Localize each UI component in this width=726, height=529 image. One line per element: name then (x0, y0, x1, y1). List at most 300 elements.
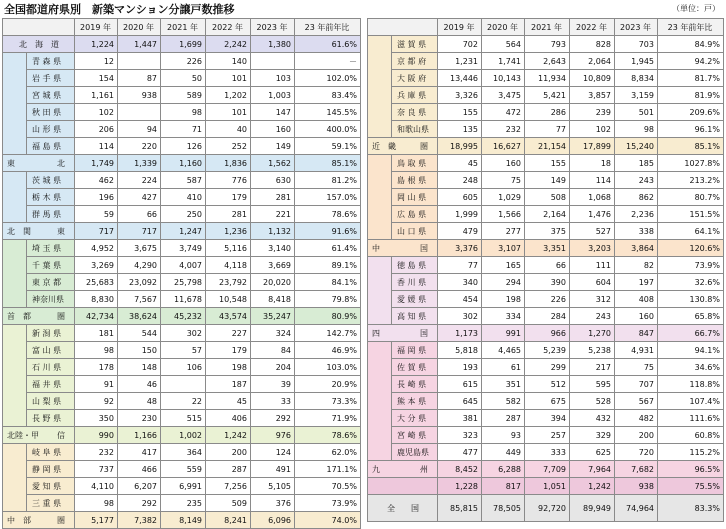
value-cell: 1,999 (438, 206, 482, 223)
value-cell: 720 (615, 444, 658, 461)
table-row (368, 342, 724, 359)
value-cell: 71 (161, 121, 206, 138)
region-total-name (3, 155, 75, 172)
value-cell: 462 (75, 172, 118, 189)
table-row (368, 206, 724, 223)
table-row (3, 70, 361, 87)
region-band (368, 155, 392, 240)
region-name-part: 北 関 (7, 226, 31, 236)
value-cell: 66.7% (658, 325, 724, 342)
prefecture-name: 秋 田 県 (27, 104, 75, 121)
value-cell: 3,140 (251, 240, 295, 257)
value-cell: 220 (118, 138, 161, 155)
value-cell: 149 (251, 138, 295, 155)
value-cell: 5,818 (438, 342, 482, 359)
value-cell: 22 (161, 393, 206, 410)
value-cell: 200 (615, 427, 658, 444)
value-cell: 1,247 (161, 223, 206, 240)
value-cell: 3,475 (482, 87, 525, 104)
subtotal-row (368, 138, 724, 155)
value-cell: 92,720 (525, 495, 570, 522)
value-cell: 147 (251, 104, 295, 121)
table-row (3, 495, 361, 512)
value-cell: 400.0% (295, 121, 361, 138)
value-cell: 2,164 (525, 206, 570, 223)
table-row (3, 206, 361, 223)
value-cell: 230 (118, 410, 161, 427)
region-name (7, 224, 71, 239)
value-cell: 302 (161, 325, 206, 342)
value-cell: 1,476 (570, 206, 615, 223)
value-cell: 292 (118, 495, 161, 512)
table-row (3, 138, 361, 155)
value-cell: 4,110 (75, 478, 118, 495)
value-cell: 11,678 (161, 291, 206, 308)
table-row (3, 342, 361, 359)
value-cell: 427 (118, 189, 161, 206)
value-cell: 2,064 (570, 53, 615, 70)
value-cell: 277 (482, 223, 525, 240)
value-cell: 281 (206, 206, 251, 223)
value-cell: 587 (161, 172, 206, 189)
value-cell: 46 (118, 376, 161, 393)
value-cell: 43,574 (206, 308, 251, 325)
value-cell: 1,945 (615, 53, 658, 70)
value-cell: 75 (482, 172, 525, 189)
value-cell: 6,207 (118, 478, 161, 495)
region-total-name (3, 36, 75, 53)
value-cell: 142.7% (295, 325, 361, 342)
prefecture-name: 福 島 県 (27, 138, 75, 155)
table-row (3, 172, 361, 189)
column-header: 23 年前年比 (295, 19, 361, 36)
value-cell: 334 (482, 308, 525, 325)
table-row (368, 291, 724, 308)
value-cell: 140 (206, 53, 251, 70)
value-cell: 604 (570, 274, 615, 291)
value-cell: 8,830 (75, 291, 118, 308)
value-cell: 239 (570, 104, 615, 121)
value-cell: 3,203 (570, 240, 615, 257)
value-cell: 39 (251, 376, 295, 393)
value-cell: － (295, 53, 361, 70)
value-cell: 243 (615, 172, 658, 189)
table-row (368, 223, 724, 240)
value-cell: 77 (438, 257, 482, 274)
value-cell: 91.6% (295, 223, 361, 240)
value-cell: 364 (161, 444, 206, 461)
prefecture-name: 埼 玉 県 (27, 240, 75, 257)
value-cell: 5,238 (570, 342, 615, 359)
value-cell: 160 (251, 121, 295, 138)
value-cell: 70.5% (295, 478, 361, 495)
value-cell: 106 (161, 359, 206, 376)
subtotal-row (3, 512, 361, 529)
prefecture-name: 福 井 県 (27, 376, 75, 393)
value-cell: 2,236 (615, 206, 658, 223)
value-cell: 559 (161, 461, 206, 478)
value-cell: 150 (118, 342, 161, 359)
table-row (3, 393, 361, 410)
value-cell: 73.9% (658, 257, 724, 274)
value-cell: 615 (438, 376, 482, 393)
region-total-name (368, 478, 438, 495)
value-cell: 1,202 (206, 87, 251, 104)
value-cell: 410 (161, 189, 206, 206)
value-cell: 703 (615, 36, 658, 53)
prefecture-name: 香 川 県 (392, 274, 438, 291)
value-cell: 102.0% (295, 70, 361, 87)
region-total-name (368, 138, 438, 155)
value-cell: 94.2% (658, 53, 724, 70)
value-cell: 98 (75, 342, 118, 359)
value-cell: 42,734 (75, 308, 118, 325)
region-name-part: 中 (372, 243, 380, 253)
subtotal-row (3, 36, 361, 53)
value-cell: 98 (615, 121, 658, 138)
value-cell: 717 (75, 223, 118, 240)
unit-label: （単位：戸） (672, 4, 720, 13)
value-cell: 224 (118, 172, 161, 189)
value-cell: 567 (615, 393, 658, 410)
value-cell: 338 (615, 223, 658, 240)
value-cell: 376 (251, 495, 295, 512)
value-cell: 226 (525, 291, 570, 308)
value-cell: 7,382 (118, 512, 161, 529)
value-cell: 96.5% (658, 461, 724, 478)
region-name: 北 海 道 (19, 39, 59, 49)
value-cell: 1,003 (251, 87, 295, 104)
region-name-part: 信 (57, 430, 65, 440)
value-cell: 64.1% (658, 223, 724, 240)
value-cell: 111.6% (658, 410, 724, 427)
prefecture-name: 滋 賀 県 (392, 36, 438, 53)
value-cell: 793 (525, 36, 570, 53)
region-name (372, 241, 434, 256)
value-cell: 294 (482, 274, 525, 291)
value-cell: 1,160 (161, 155, 206, 172)
value-cell: 1,166 (118, 427, 161, 444)
region-total-name (368, 325, 438, 342)
value-cell: 8,241 (206, 512, 251, 529)
value-cell: 7,682 (615, 461, 658, 478)
value-cell: 7,256 (206, 478, 251, 495)
value-cell: 160 (482, 155, 525, 172)
value-cell: 98 (75, 495, 118, 512)
value-cell: 21,154 (525, 138, 570, 155)
value-cell: 94 (118, 121, 161, 138)
prefecture-name: 長 崎 県 (392, 376, 438, 393)
value-cell: 5,105 (251, 478, 295, 495)
region-name-part: 国 (420, 243, 428, 253)
page-title: 全国都道府県別 新築マンション分譲戸数推移 (4, 3, 235, 16)
value-cell: 527 (570, 223, 615, 240)
region-total-name (368, 461, 438, 478)
value-cell: 1,380 (251, 36, 295, 53)
value-cell: 84 (251, 342, 295, 359)
value-cell: 111 (570, 257, 615, 274)
value-cell: 61.6% (295, 36, 361, 53)
value-cell: 20,020 (251, 274, 295, 291)
region-name (372, 139, 434, 154)
value-cell: 16,627 (482, 138, 525, 155)
value-cell: 80.9% (295, 308, 361, 325)
value-cell: 340 (438, 274, 482, 291)
column-header: 2022 年 (206, 19, 251, 36)
prefecture-name: 愛 知 県 (27, 478, 75, 495)
region-name (7, 428, 71, 443)
value-cell: 976 (251, 427, 295, 444)
prefecture-name: 岩 手 県 (27, 70, 75, 87)
region-band (368, 36, 392, 138)
value-cell: 197 (615, 274, 658, 291)
value-cell: 71.9% (295, 410, 361, 427)
subtotal-row (3, 308, 361, 325)
region-total-name (368, 495, 438, 522)
table-row (368, 393, 724, 410)
table-row (368, 104, 724, 121)
value-cell: 96.1% (658, 121, 724, 138)
right-table (367, 18, 724, 522)
column-header: 2021 年 (525, 19, 570, 36)
region-name-part: 中 部 (7, 515, 31, 525)
value-cell: 324 (251, 325, 295, 342)
table-row (3, 444, 361, 461)
prefecture-name: 和歌山県 (392, 121, 438, 138)
value-cell: 45 (206, 393, 251, 410)
value-cell: 1,242 (206, 427, 251, 444)
value-cell: 33 (251, 393, 295, 410)
value-cell: 93 (482, 427, 525, 444)
value-cell: 79.8% (295, 291, 361, 308)
value-cell: 589 (161, 87, 206, 104)
value-cell: 10,548 (206, 291, 251, 308)
prefecture-name: 京 都 府 (392, 53, 438, 70)
value-cell: 102 (75, 104, 118, 121)
value-cell: 20.9% (295, 376, 361, 393)
value-cell: 8,149 (161, 512, 206, 529)
value-cell: 6,288 (482, 461, 525, 478)
prefecture-name: 奈 良 県 (392, 104, 438, 121)
value-cell: 5,239 (525, 342, 570, 359)
value-cell: 4,007 (161, 257, 206, 274)
region-name (7, 309, 71, 324)
value-cell: 645 (438, 393, 482, 410)
value-cell: 120.6% (658, 240, 724, 257)
value-cell: 630 (251, 172, 295, 189)
region-name-part: 九 (372, 464, 380, 474)
value-cell: 1,068 (570, 189, 615, 206)
value-cell: 32.6% (658, 274, 724, 291)
value-cell: 10,143 (482, 70, 525, 87)
prefecture-name: 熊 本 県 (392, 393, 438, 410)
value-cell: 717 (118, 223, 161, 240)
table-row (3, 291, 361, 308)
value-cell: 61 (482, 359, 525, 376)
value-cell: 3,675 (118, 240, 161, 257)
value-cell: 46.9% (295, 342, 361, 359)
value-cell: 145.5% (295, 104, 361, 121)
value-cell: 250 (161, 206, 206, 223)
value-cell: 817 (482, 478, 525, 495)
value-cell: 286 (525, 104, 570, 121)
region-name (7, 156, 71, 171)
value-cell: 94.1% (658, 342, 724, 359)
column-header: 2020 年 (118, 19, 161, 36)
table-row (368, 155, 724, 172)
value-cell: 101 (206, 104, 251, 121)
value-cell: 432 (570, 410, 615, 427)
value-cell: 394 (525, 410, 570, 427)
region-band (3, 325, 27, 427)
value-cell: 938 (615, 478, 658, 495)
value-cell: 213.2% (658, 172, 724, 189)
subtotal-row (368, 495, 724, 522)
value-cell: 85,815 (438, 495, 482, 522)
value-cell: 1,242 (570, 478, 615, 495)
value-cell: 966 (525, 325, 570, 342)
value-cell: 776 (206, 172, 251, 189)
subtotal-row (3, 223, 361, 240)
table-row (3, 189, 361, 206)
value-cell: 1,231 (438, 53, 482, 70)
table-row (3, 240, 361, 257)
prefecture-name: 三 重 県 (27, 495, 75, 512)
value-cell: 78,505 (482, 495, 525, 522)
value-cell: 60.8% (658, 427, 724, 444)
region-name-part: 北陸・甲 (7, 430, 39, 440)
value-cell: 89,949 (570, 495, 615, 522)
value-cell: 101 (206, 70, 251, 87)
value-cell: 3,864 (615, 240, 658, 257)
value-cell: 3,326 (438, 87, 482, 104)
value-cell: 417 (118, 444, 161, 461)
value-cell: 66 (525, 257, 570, 274)
value-cell: 508 (525, 189, 570, 206)
value-cell: 1,236 (206, 223, 251, 240)
value-cell: 3,107 (482, 240, 525, 257)
table-row (3, 87, 361, 104)
table-row (3, 359, 361, 376)
value-cell: 381 (438, 410, 482, 427)
value-cell: 65.8% (658, 308, 724, 325)
value-cell: 862 (615, 189, 658, 206)
value-cell: 528 (570, 393, 615, 410)
value-cell: 92 (75, 393, 118, 410)
value-cell: 126 (161, 138, 206, 155)
value-cell: 3,159 (615, 87, 658, 104)
table-row (368, 444, 724, 461)
value-cell: 243 (570, 308, 615, 325)
value-cell: 1,161 (75, 87, 118, 104)
value-cell: 491 (251, 461, 295, 478)
value-cell: 302 (438, 308, 482, 325)
value-cell: 25,683 (75, 274, 118, 291)
region-name-part: 東 (7, 158, 15, 168)
prefecture-name: 茨 城 県 (27, 172, 75, 189)
value-cell: 8,418 (251, 291, 295, 308)
value-cell: 83.3% (658, 495, 724, 522)
table-row (368, 427, 724, 444)
value-cell: 206 (75, 121, 118, 138)
value-cell: 707 (615, 376, 658, 393)
value-cell: 7,709 (525, 461, 570, 478)
value-cell: 227 (206, 325, 251, 342)
value-cell: 103.0% (295, 359, 361, 376)
value-cell: 1,132 (251, 223, 295, 240)
prefecture-name: 高 知 県 (392, 308, 438, 325)
subtotal-row (3, 155, 361, 172)
column-header: 23 年前年比 (658, 19, 724, 36)
value-cell: 4,931 (615, 342, 658, 359)
value-cell: 179 (206, 342, 251, 359)
value-cell: 1,699 (161, 36, 206, 53)
value-cell: 151.5% (658, 206, 724, 223)
region-band (3, 172, 27, 223)
value-cell: 828 (570, 36, 615, 53)
table-row (368, 359, 724, 376)
region-total-name (3, 427, 75, 444)
prefecture-name: 宮 城 県 (27, 87, 75, 104)
value-cell: 23,092 (118, 274, 161, 291)
table-row (368, 70, 724, 87)
subtotal-row (368, 240, 724, 257)
value-cell: 102 (570, 121, 615, 138)
table-row (3, 257, 361, 274)
value-cell: 625 (570, 444, 615, 461)
prefecture-name: 兵 庫 県 (392, 87, 438, 104)
region-name (372, 462, 434, 477)
value-cell: 582 (482, 393, 525, 410)
value-cell: 1,002 (161, 427, 206, 444)
region-band (3, 240, 27, 308)
value-cell: 292 (251, 410, 295, 427)
prefecture-name: 愛 媛 県 (392, 291, 438, 308)
region-band (368, 257, 392, 325)
value-cell: 1,741 (482, 53, 525, 70)
value-cell: 18 (570, 155, 615, 172)
region-name-part: 北 (57, 158, 65, 168)
value-cell: 196 (75, 189, 118, 206)
value-cell: 98 (161, 104, 206, 121)
value-cell: 13,446 (438, 70, 482, 87)
region-total-name (368, 240, 438, 257)
value-cell: 87 (118, 70, 161, 87)
region-name-part: 東 (57, 226, 65, 236)
value-cell: 232 (482, 121, 525, 138)
value-cell: 1,447 (118, 36, 161, 53)
value-cell: 5,421 (525, 87, 570, 104)
value-cell: 81.9% (658, 87, 724, 104)
value-cell: 57 (161, 342, 206, 359)
value-cell: 77 (525, 121, 570, 138)
region-name-part: 圏 (420, 141, 428, 151)
value-cell: 449 (482, 444, 525, 461)
value-cell: 466 (118, 461, 161, 478)
value-cell: 351 (482, 376, 525, 393)
value-cell: 171.1% (295, 461, 361, 478)
prefecture-name: 神奈川県 (27, 291, 75, 308)
region-name-part: 四 (372, 328, 380, 338)
value-cell: 59.1% (295, 138, 361, 155)
value-cell: 217 (570, 359, 615, 376)
value-cell: 178 (75, 359, 118, 376)
value-cell: 544 (118, 325, 161, 342)
prefecture-name: 島 根 県 (392, 172, 438, 189)
prefecture-name: 石 川 県 (27, 359, 75, 376)
table-row (3, 410, 361, 427)
prefecture-name: 新 潟 県 (27, 325, 75, 342)
